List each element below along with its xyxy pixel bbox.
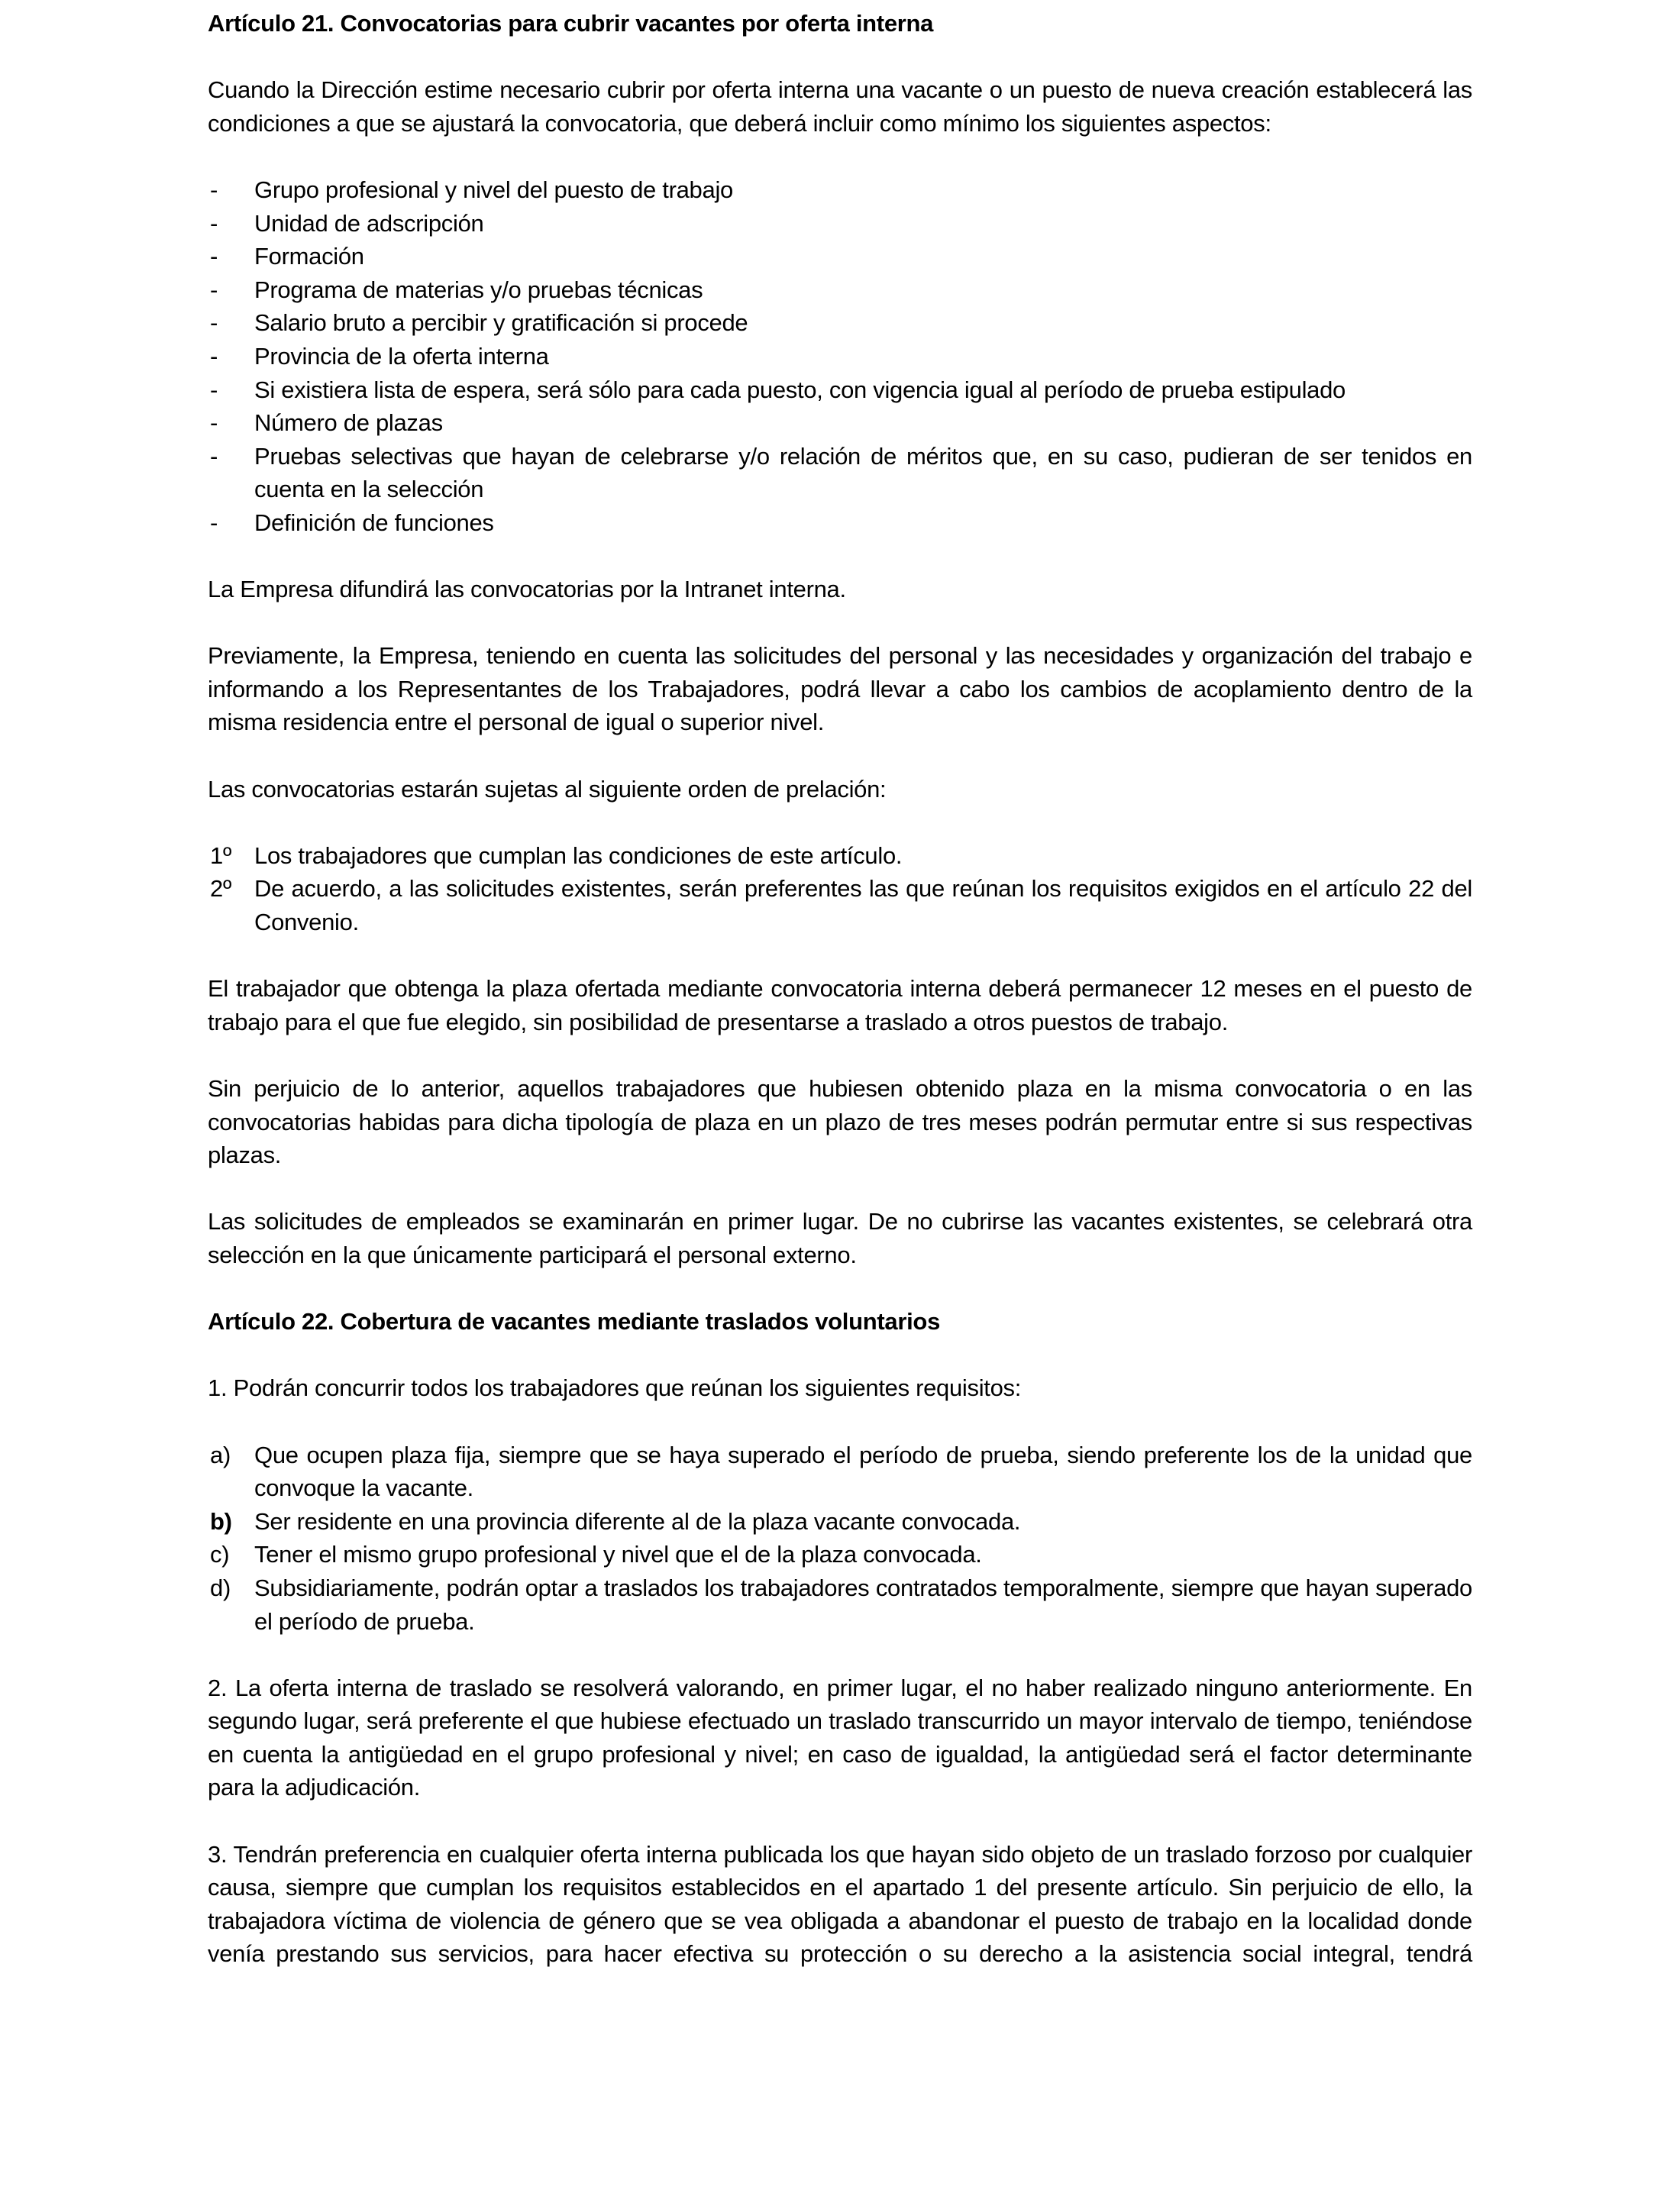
solicitudes-paragraph: Las solicitudes de empleados se examinarán en primer lugar. De no cubrirse las vacantes existentes, se celebrará otra selección en la que únicamente participará el personal externo. — [208, 1208, 1472, 1268]
prelacion-intro-paragraph: Las convocatorias estarán sujetas al siguiente orden de prelación: — [208, 775, 887, 803]
dash-bullet: - — [210, 176, 218, 203]
list-item-text: Número de plazas — [254, 409, 443, 437]
dash-bullet: - — [210, 309, 218, 337]
list-item-text: Definición de funciones — [254, 509, 494, 536]
list-item — [208, 240, 1472, 273]
list-item-text: Pruebas selectivas que hayan de celebrarse y/o relación de méritos que, en su caso, pudieran de ser tenidos en cuenta en la selección — [254, 442, 1472, 503]
letter-marker: c) — [210, 1541, 230, 1568]
list-item — [208, 273, 1472, 307]
intranet-paragraph: La Empresa difundirá las convocatorias por la Intranet interna. — [208, 576, 846, 603]
list-item — [208, 506, 1472, 540]
dash-bullet: - — [210, 509, 218, 536]
list-item — [208, 406, 1472, 440]
dash-bullet: - — [210, 342, 218, 370]
permutas-paragraph: Sin perjuicio de lo anterior, aquellos trabajadores que hubiesen obtenido plaza en la misma convocatoria o en las convocatorias habidas para dicha tipología de plaza en un plazo de tres meses podrán permutar entre si sus respectivas plazas. — [208, 1075, 1472, 1169]
list-item — [208, 306, 1472, 340]
letter-marker: b) — [210, 1507, 232, 1535]
list-item — [208, 207, 1472, 241]
list-item-text: De acuerdo, a las solicitudes existentes, serán preferentes las que reúnan los requisitos exigidos en el artículo 22 del Convenio. — [254, 875, 1472, 936]
list-item — [208, 440, 1472, 506]
list-item-text: Provincia de la oferta interna — [254, 342, 549, 370]
list-item — [208, 1538, 1472, 1571]
list-item — [208, 340, 1472, 373]
acoplamiento-paragraph: Previamente, la Empresa, teniendo en cuenta las solicitudes del personal y las necesidades y organización del trabajo e informando a los Representantes de los Trabajadores, podrá llevar a cabo los cambios de acoplamiento dentro de la misma residencia entre el personal de igual o superior nivel. — [208, 642, 1472, 736]
article-21-intro-paragraph: Cuando la Dirección estime necesario cubrir por oferta interna una vacante o un puesto de nueva creación establecerá las condiciones a que se ajustará la convocatoria, que deberá incluir como mínimo los siguientes aspectos: — [208, 76, 1472, 137]
list-item — [208, 1505, 1472, 1539]
dash-bullet: - — [210, 209, 218, 237]
list-item — [208, 373, 1472, 407]
list-item — [208, 1439, 1472, 1505]
list-item-text: Salario bruto a percibir y gratificación si procede — [254, 309, 748, 337]
dash-bullet: - — [210, 442, 218, 470]
list-item-text: Si existiera lista de espera, será sólo para cada puesto, con vigencia igual al período de prueba estipulado — [254, 376, 1346, 403]
list-item-text: Unidad de adscripción — [254, 209, 484, 237]
letter-marker: d) — [210, 1574, 231, 1601]
ordinal-marker: 1º — [210, 841, 231, 869]
list-item — [208, 872, 1472, 938]
list-item-text: Que ocupen plaza fija, siempre que se haya superado el período de prueba, siendo preferente los de la unidad que convoque la vacante. — [254, 1441, 1472, 1502]
article-22-requirements-list — [208, 1439, 1472, 1639]
article-22-punto2-paragraph: 2. La oferta interna de traslado se resolverá valorando, en primer lugar, el no haber realizado ninguno anteriormente. En segundo lugar, será preferente el que hubiese efectuado un traslado transcurrido un mayor intervalo de tiempo, teniéndose en cuenta la antigüedad en el grupo profesional y nivel; en caso de igualdad, la antigüedad será el factor determinante para la adjudicación. — [208, 1674, 1472, 1801]
dash-bullet: - — [210, 276, 218, 303]
article-21-aspects-list — [208, 173, 1472, 540]
list-item-text: Programa de materias y/o pruebas técnicas — [254, 276, 703, 303]
list-item — [208, 839, 1472, 873]
prelacion-order-list — [208, 839, 1472, 939]
article-21-heading: Artículo 21. Convocatorias para cubrir vacantes por oferta interna — [208, 10, 934, 37]
dash-bullet: - — [210, 376, 218, 403]
article-22-punto3-paragraph: 3. Tendrán preferencia en cualquier oferta interna publicada los que hayan sido objeto de un traslado forzoso por cualquier causa, siempre que cumplan los requisitos establecidos en el apartado 1 del presente artículo. Sin perjuicio de ello, la trabajadora víctima de violencia de género que se vea obligada a abandonar el puesto de trabajo en la localidad donde venía prestando sus servicios, para hacer efectiva su protección o su derecho a la asistencia social integral, tendrá — [208, 1840, 1472, 1968]
list-item — [208, 1571, 1472, 1638]
dash-bullet: - — [210, 409, 218, 437]
article-22-heading: Artículo 22. Cobertura de vacantes mediante traslados voluntarios — [208, 1308, 941, 1336]
list-item-text: Ser residente en una provincia diferente al de la plaza vacante convocada. — [254, 1507, 1021, 1535]
list-item-text: Tener el mismo grupo profesional y nivel que el de la plaza convocada. — [254, 1541, 982, 1568]
list-item-text: Subsidiariamente, podrán optar a traslados los trabajadores contratados temporalmente, siempre que hayan superado el período de prueba. — [254, 1574, 1472, 1635]
permanencia-paragraph: El trabajador que obtenga la plaza ofertada mediante convocatoria interna deberá permanecer 12 meses en el puesto de trabajo para el que fue elegido, sin posibilidad de presentarse a traslado a otros puestos de trabajo. — [208, 975, 1472, 1035]
list-item-text: Grupo profesional y nivel del puesto de trabajo — [254, 176, 733, 203]
dash-bullet: - — [210, 243, 218, 270]
list-item — [208, 173, 1472, 207]
ordinal-marker: 2º — [210, 875, 231, 903]
letter-marker: a) — [210, 1441, 231, 1468]
list-item-text: Los trabajadores que cumplan las condiciones de este artículo. — [254, 841, 903, 869]
list-item-text: Formación — [254, 243, 364, 270]
article-22-punto1-paragraph: 1. Podrán concurrir todos los trabajadores que reúnan los siguientes requisitos: — [208, 1374, 1022, 1402]
